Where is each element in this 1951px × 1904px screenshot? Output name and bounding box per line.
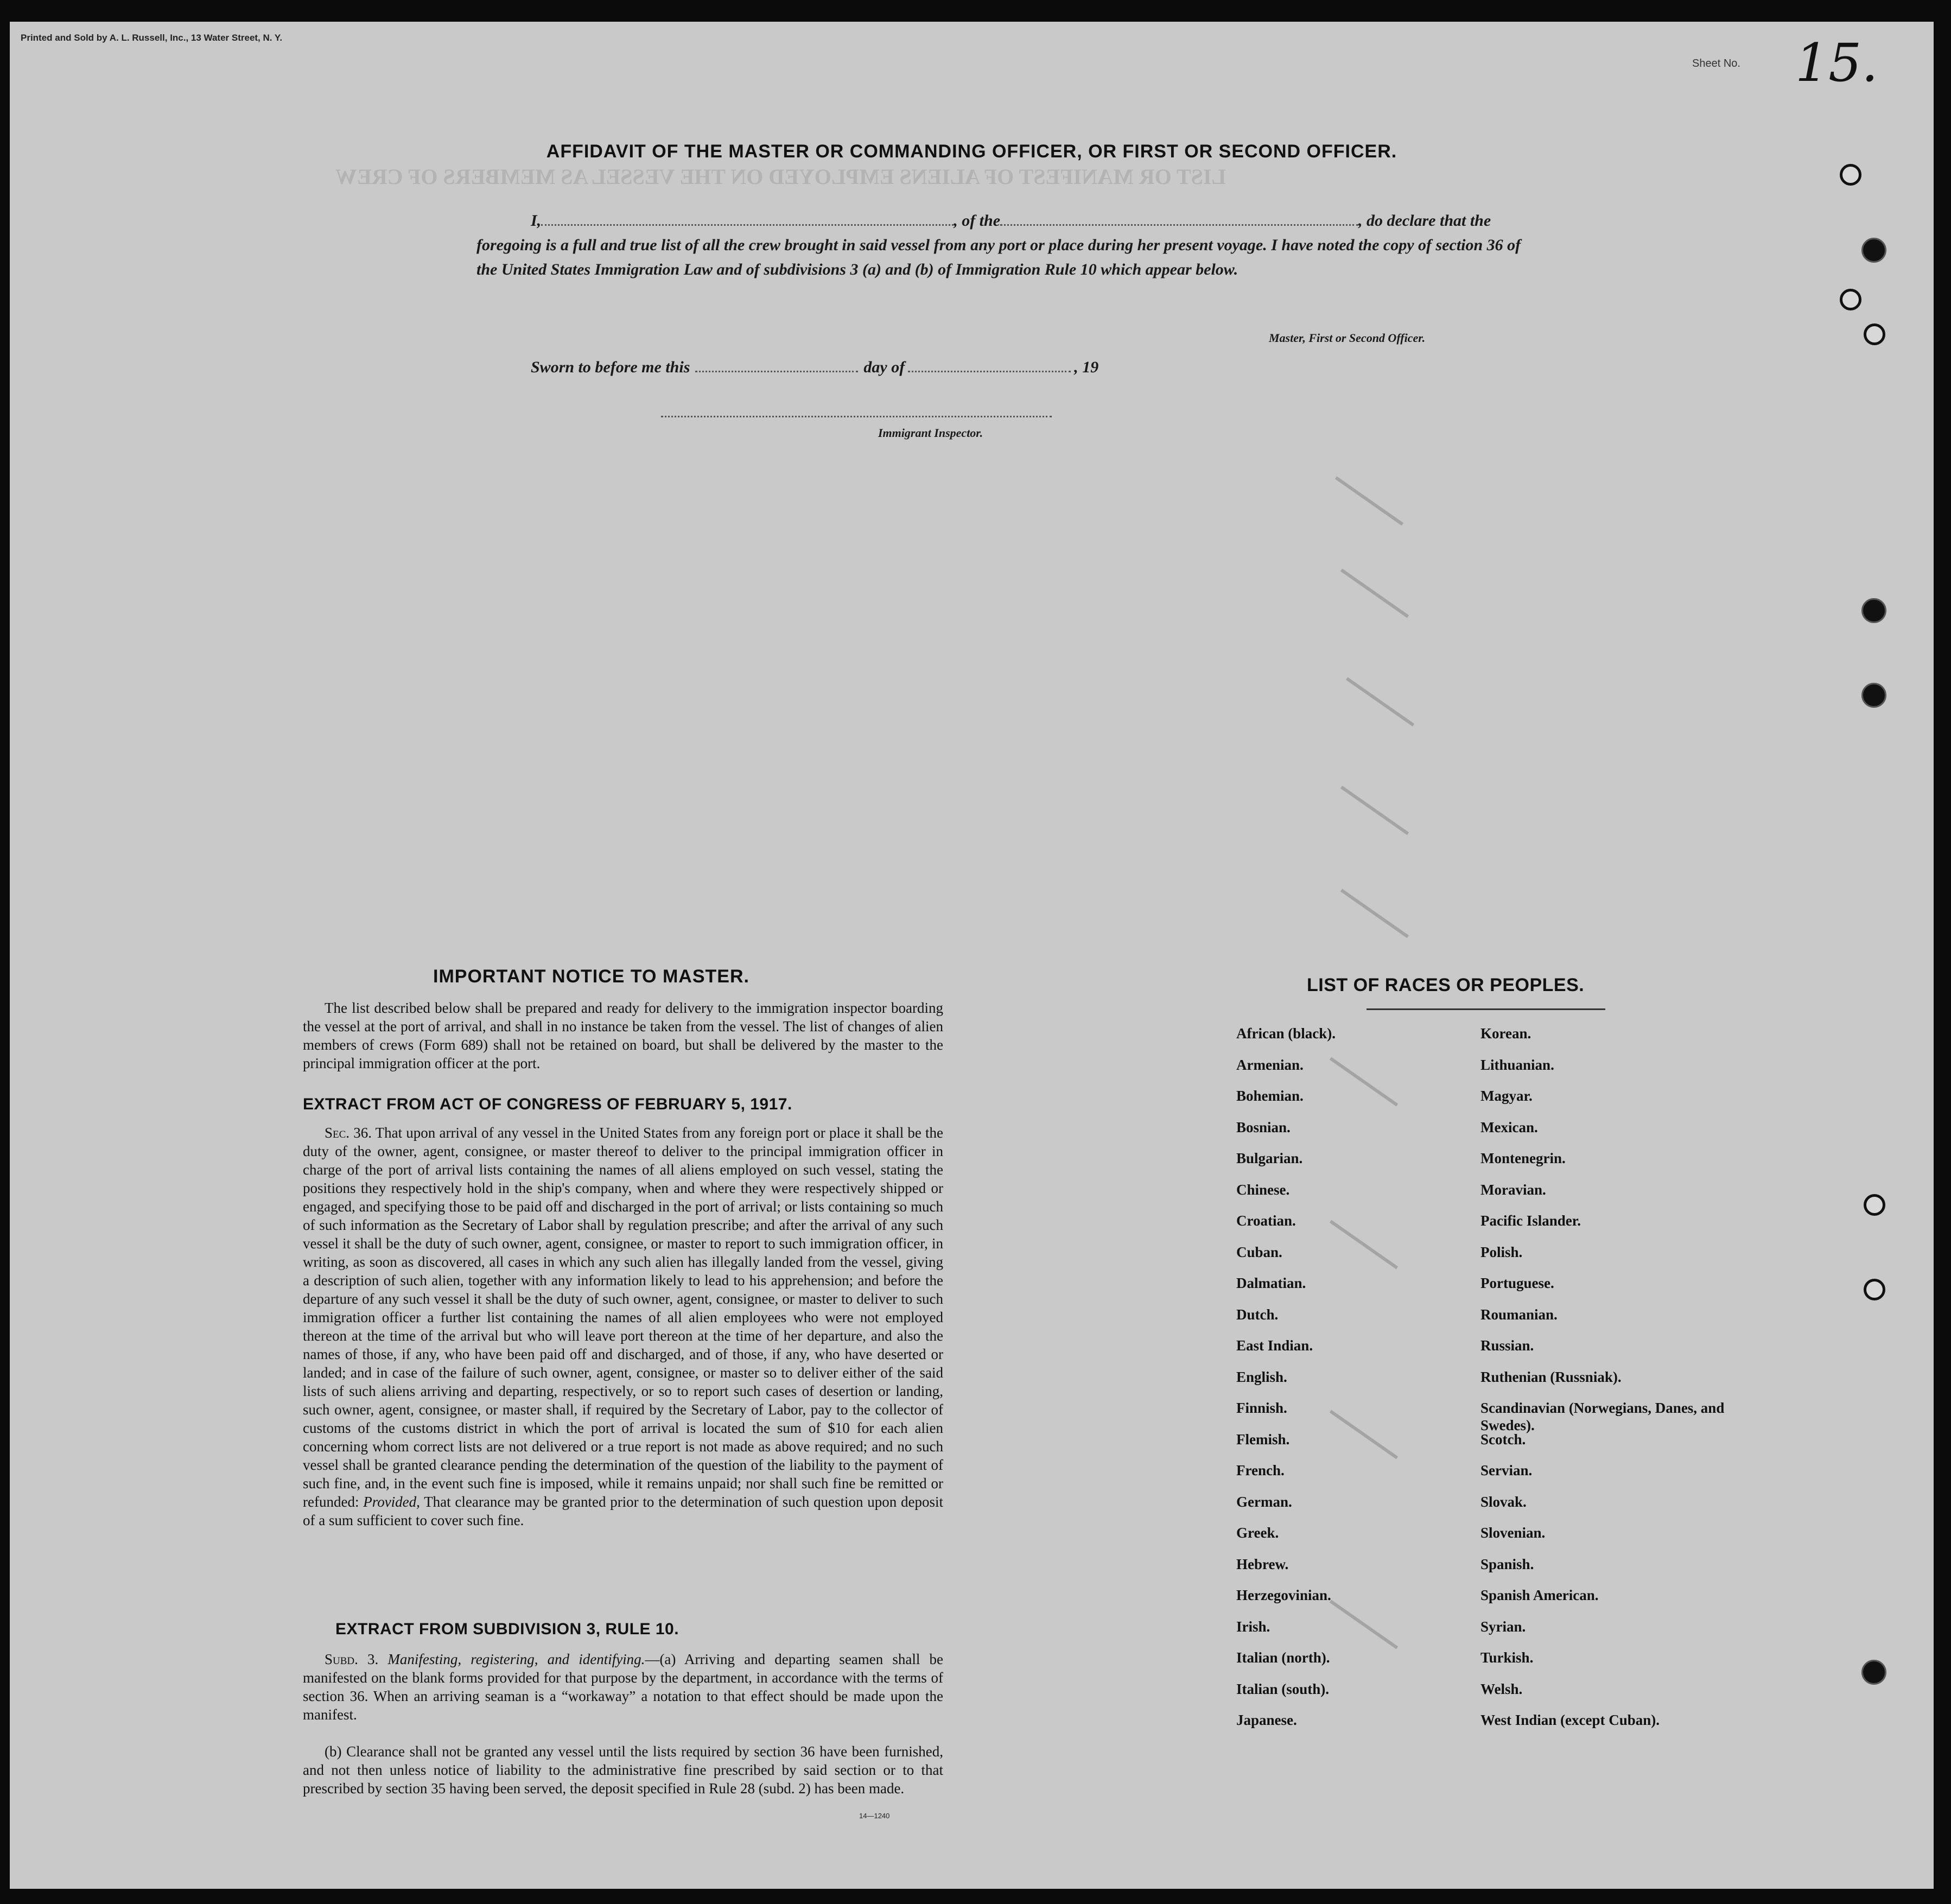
- race-item: Spanish American.: [1480, 1587, 1599, 1603]
- bleed-stroke: [1346, 677, 1414, 727]
- bleed-stroke: [1335, 477, 1403, 526]
- act-body-end: That clearance may be granted prior to the determination of such question upon deposit of a sum sufficient to cover such fine.: [303, 1494, 944, 1528]
- punch-hole: [1861, 1660, 1886, 1685]
- year-prefix: , 19: [1074, 358, 1099, 376]
- races-right-column: [1480, 1025, 1763, 1743]
- inspector-label: Immigrant Inspector.: [878, 426, 983, 440]
- subd-para-a-text: —(a) Arriving and departing seamen shall be manifested on the blank forms provided for that purpose by the department, in accordance with the terms of section 36. When an arriving seaman is a “workaway” a notation to that effect should be made upon the manifest.: [303, 1651, 943, 1723]
- bleed-through-heading: LIST OR MANIFEST OF ALIENS EMPLOYED ON THE VESSEL AS MEMBERS OF CREW: [335, 164, 1226, 189]
- vessel-blank: [1000, 224, 1358, 226]
- date-blank: [695, 370, 858, 372]
- sheet-number-handwritten: 15.: [1795, 33, 1878, 93]
- race-item: Dalmatian.: [1236, 1275, 1306, 1291]
- race-item: Bosnian.: [1236, 1119, 1291, 1135]
- race-item: Servian.: [1480, 1462, 1533, 1478]
- affidavit-i: I,: [531, 212, 542, 230]
- races-title-underline: [1367, 1008, 1605, 1010]
- bleed-stroke: [1340, 786, 1409, 835]
- punch-hole: [1861, 683, 1886, 708]
- sheet-number-label: Sheet No.: [1692, 58, 1740, 69]
- race-item: Italian (south).: [1236, 1680, 1330, 1697]
- race-item: Finnish.: [1236, 1400, 1287, 1416]
- race-item: Korean.: [1480, 1025, 1531, 1042]
- race-item: Russian.: [1480, 1337, 1534, 1354]
- punch-hole: [1864, 1279, 1885, 1300]
- month-blank: [908, 370, 1071, 372]
- punch-hole: [1861, 238, 1886, 263]
- punch-hole: [1861, 598, 1886, 623]
- race-item: Mexican.: [1480, 1119, 1538, 1135]
- subd-heading: Manifesting, registering, and identifying.: [387, 1651, 645, 1667]
- race-item: Greek.: [1236, 1525, 1279, 1541]
- race-item: Polish.: [1480, 1243, 1523, 1260]
- day-of-text: day of: [863, 358, 905, 376]
- act-extract-body: [303, 1124, 943, 1529]
- race-item: German.: [1236, 1493, 1292, 1510]
- subdivision-extract-title: EXTRACT FROM SUBDIVISION 3, RULE 10.: [335, 1620, 679, 1638]
- notice-title: IMPORTANT NOTICE TO MASTER.: [433, 966, 749, 987]
- race-item: Dutch.: [1236, 1306, 1279, 1323]
- race-item: Japanese.: [1236, 1712, 1297, 1728]
- race-item: Ruthenian (Russniak).: [1480, 1368, 1622, 1385]
- race-item: Spanish.: [1480, 1556, 1534, 1572]
- race-item: Pacific Islander.: [1480, 1213, 1581, 1229]
- act-extract-title: EXTRACT FROM ACT OF CONGRESS OF FEBRUARY 5, 1917.: [303, 1095, 792, 1113]
- race-item: Croatian.: [1236, 1213, 1296, 1229]
- race-item: Syrian.: [1480, 1618, 1526, 1635]
- affidavit-body: that the foregoing is a full and true list of all the crew brought in said vessel from any port or place during her present voyage. I have noted the copy of section 36 of the United States Immigration Law and of subdivisions 3 (a) and (b) of Immigration Rule 10 which appear below.: [476, 212, 1521, 278]
- race-item: Italian (north).: [1236, 1649, 1330, 1666]
- race-item: Hebrew.: [1236, 1556, 1289, 1572]
- provided-text: Provided,: [363, 1494, 420, 1510]
- punch-hole: [1864, 323, 1885, 345]
- race-item: Portuguese.: [1480, 1275, 1554, 1291]
- subd-label: Subd. 3.: [325, 1651, 379, 1667]
- punch-hole: [1840, 164, 1861, 186]
- race-item: Irish.: [1236, 1618, 1270, 1635]
- affidavit-do-declare: , do declare: [1358, 212, 1436, 230]
- punch-hole: [1864, 1194, 1885, 1216]
- race-item: Montenegrin.: [1480, 1150, 1566, 1166]
- document-sheet: [10, 22, 1934, 1889]
- race-item: Armenian.: [1236, 1056, 1304, 1073]
- subdivision-para-a: [303, 1650, 943, 1724]
- sworn-text: Sworn to before me this: [531, 358, 690, 376]
- race-item: French.: [1236, 1462, 1285, 1478]
- race-item: African (black).: [1236, 1025, 1336, 1042]
- race-item: Cuban.: [1236, 1243, 1282, 1260]
- race-item: Slovenian.: [1480, 1525, 1546, 1541]
- name-blank: [541, 224, 954, 226]
- race-item: East Indian.: [1236, 1337, 1313, 1354]
- master-signature-label: Master, First or Second Officer.: [1269, 331, 1426, 345]
- race-item: Bohemian.: [1236, 1088, 1304, 1104]
- race-item: Chinese.: [1236, 1181, 1290, 1198]
- bleed-stroke: [1340, 569, 1409, 618]
- bleed-stroke: [1340, 889, 1409, 938]
- affidavit-title: AFFIDAVIT OF THE MASTER OR COMMANDING OFFICER, OR FIRST OR SECOND OFFICER.: [546, 141, 1397, 162]
- race-item: Flemish.: [1236, 1431, 1290, 1448]
- race-item: Roumanian.: [1480, 1306, 1558, 1323]
- affidavit-declaration: [476, 208, 1535, 282]
- race-item: Moravian.: [1480, 1181, 1546, 1198]
- affidavit-of-the: , of the: [954, 212, 1001, 230]
- race-item: Bulgarian.: [1236, 1150, 1303, 1166]
- race-item: West Indian (except Cuban).: [1480, 1712, 1660, 1728]
- race-item: Welsh.: [1480, 1680, 1523, 1697]
- race-item: Scandinavian (Norwegians, Danes, and Swedes).: [1480, 1400, 1725, 1433]
- race-item: Magyar.: [1480, 1088, 1533, 1104]
- inspector-signature-line: [661, 416, 1052, 417]
- race-item: Lithuanian.: [1480, 1056, 1554, 1073]
- race-item: Herzegovinian.: [1236, 1587, 1331, 1603]
- form-code: 14—1240: [859, 1812, 890, 1820]
- race-item: Scotch.: [1480, 1431, 1526, 1448]
- sworn-line: [531, 358, 1098, 377]
- act-body-text: That upon arrival of any vessel in the United States from any foreign port or place it shall be the duty of the owner, agent, consignee, or master thereof to deliver to the principal immigration officer in charge of the port of arrival lists containing the names of all aliens employed on such vessel, stating the positions they respectively hold in the ship's company, when and where they were respectively shipped or engaged, and specifying those to be paid off and discharged in the port of arrival; or lists containing so much of such information as the Secretary of Labor shall by regulation prescribe; and after the arrival of any such vessel it shall be the duty of such owner, agent, consignee, or master to report to such immigration officer, in writing, as soon as discovered, all cases in which any such alien has illegally landed from the vessel, giving a description of such alien, together with any information likely to lead to his apprehension; and before the departure of any such vessel it shall be the duty of such owner, agent, consignee, or master to deliver to such immigration officer a further list containing the names of all alien employees who were not employed thereon at the time of the arrival but who will leave port thereon at the time of her departure, and also the names of those, if any, who have been paid off and discharged, and of those, if any, who have deserted or landed; and in case of the failure of such owner, agent, consignee, or master so to deliver either of the said lists of such aliens arriving and departing, respectively, or so to report such cases of desertion or landing, such owner, agent, consignee, or master shall, if required by the Secretary of Labor, pay to the collector of customs of the customs district in which the port of arrival is located the sum of $10 for each alien concerning whom correct lists are not delivered or a true report is not made as above required; and no such vessel shall be granted clearance pending the determination of the question of the liability to the payment of such fine, and, in the event such fine is imposed, while it remains unpaid; nor shall such fine be remitted or refunded:: [303, 1125, 944, 1510]
- punch-hole: [1840, 289, 1861, 310]
- race-item: English.: [1236, 1368, 1287, 1385]
- race-item: Turkish.: [1480, 1649, 1534, 1666]
- subdivision-para-b: (b) Clearance shall not be granted any vessel until the lists required by section 36 have been furnished, and not then unless notice of liability to the administrative fine prescribed by said section or to that prescribed by section 35 having been served, the deposit specified in Rule 28 (subd. 2) has been made.: [303, 1743, 943, 1797]
- races-title: LIST OF RACES OR PEOPLES.: [1307, 975, 1585, 995]
- printer-imprint: Printed and Sold by A. L. Russell, Inc., 13 Water Street, N. Y.: [21, 33, 283, 43]
- races-left-column: [1236, 1025, 1442, 1743]
- notice-body: The list described below shall be prepared and ready for delivery to the immigration inspector boarding the vessel at the port of arrival, and shall in no instance be taken from the vessel. The list of changes of alien members of crews (Form 689) shall not be retained on board, but shall be delivered by the master to the principal immigration officer at the port.: [303, 1000, 943, 1071]
- sec-label: Sec. 36.: [325, 1125, 372, 1141]
- race-item: Slovak.: [1480, 1493, 1527, 1510]
